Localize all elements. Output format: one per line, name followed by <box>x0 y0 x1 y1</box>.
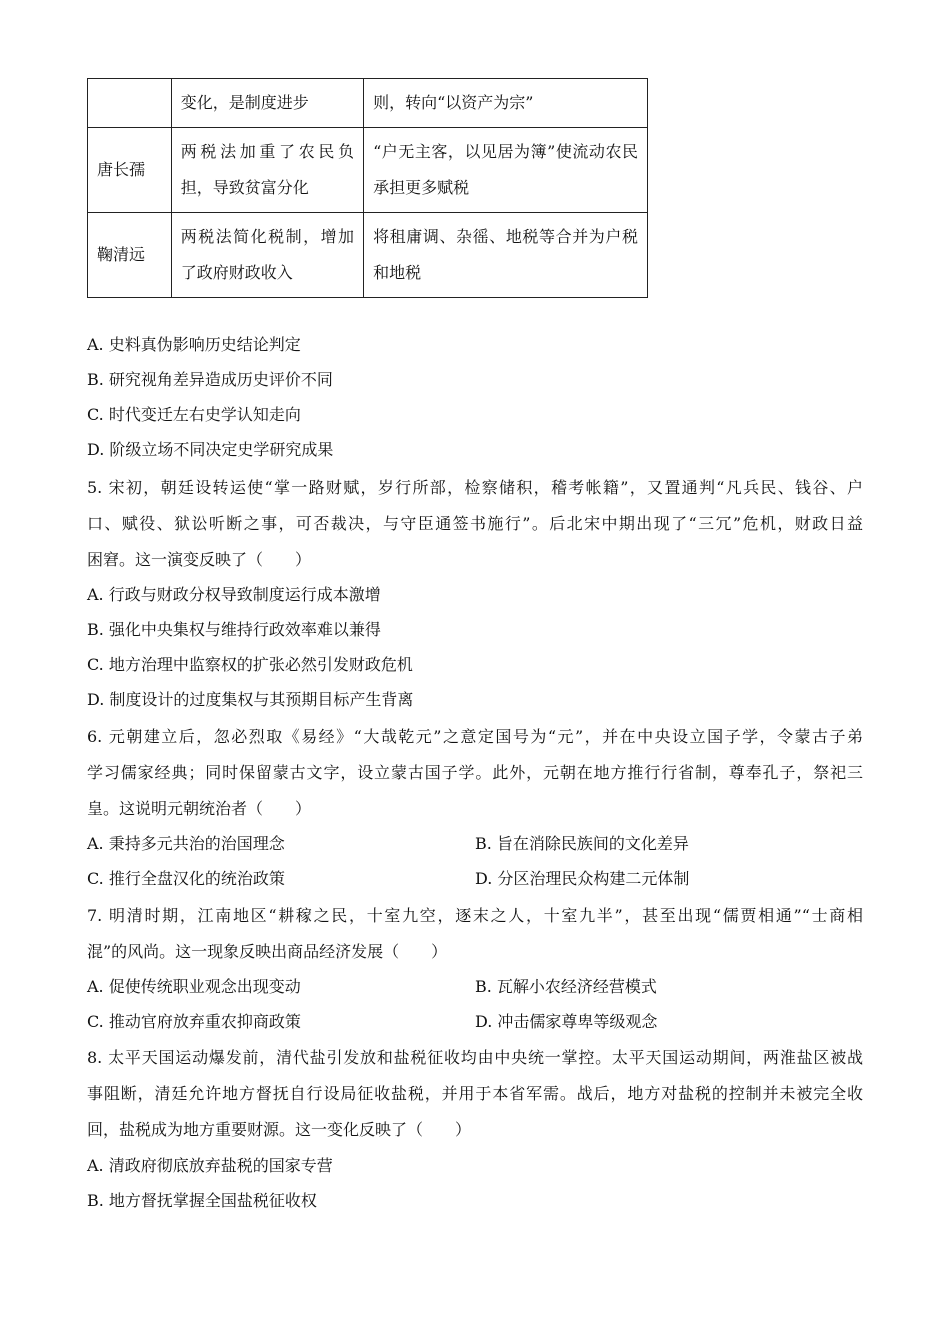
table-row <box>88 128 648 213</box>
q7-stem-line: 混”的风尚。这一现象反映出商品经济发展（ ） <box>87 942 448 961</box>
q5-option-c: C. 地方治理中监察权的扩张必然引发财政危机 <box>87 655 413 674</box>
q8-stem-line: 事阻断，清廷允许地方督抚自行设局征收盐税，并用于本省军需。战后，地方对盐税的控制并未被完全收 <box>87 1084 863 1103</box>
q6-option-c: C. 推行全盘汉化的统治政策 <box>87 869 285 888</box>
q4-option-d: D. 阶级立场不同决定史学研究成果 <box>87 440 334 459</box>
table-cell-evidence: “户无主客，以见居为簿”使流动农民承担更多赋税 <box>364 128 648 213</box>
table-cell-scholar: 鞠清远 <box>88 213 172 298</box>
q6-option-b: B. 旨在消除民族间的文化差异 <box>475 834 689 853</box>
q4-option-a: A. 史料真伪影响历史结论判定 <box>87 335 301 354</box>
q5-option-d: D. 制度设计的过度集权与其预期目标产生背离 <box>87 690 414 709</box>
q8-option-a: A. 清政府彻底放弃盐税的国家专营 <box>87 1156 333 1175</box>
q5-option-a: A. 行政与财政分权导致制度运行成本激增 <box>87 585 381 604</box>
q5-stem-line: 口、赋役、狱讼听断之事，可否裁决，与守臣通签书施行”。后北宋中期出现了“三冗”危机，财政日益 <box>87 514 863 533</box>
q6-stem-line: 学习儒家经典；同时保留蒙古文字，设立蒙古国子学。此外，元朝在地方推行行省制，尊奉孔子，祭祀三 <box>87 763 863 782</box>
q6-option-d: D. 分区治理民众构建二元体制 <box>475 869 690 888</box>
table-row <box>88 213 648 298</box>
q7-option-a: A. 促使传统职业观念出现变动 <box>87 977 301 996</box>
table-cell-evidence: 将租庸调、杂徭、地税等合并为户税和地税 <box>364 213 648 298</box>
q4-option-b: B. 研究视角差异造成历史评价不同 <box>87 370 333 389</box>
q4-option-c: C. 时代变迁左右史学认知走向 <box>87 405 301 424</box>
table-cell-view: 两税法简化税制，增加了政府财政收入 <box>171 213 363 298</box>
q7-option-d: D. 冲击儒家尊卑等级观念 <box>475 1012 658 1031</box>
table-row <box>88 79 648 128</box>
table-cell-scholar: 唐长孺 <box>88 128 172 213</box>
q5-option-b: B. 强化中央集权与维持行政效率难以兼得 <box>87 620 381 639</box>
q6-stem-line: 皇。这说明元朝统治者（ ） <box>87 799 312 818</box>
table-cell-view: 变化，是制度进步 <box>171 79 363 128</box>
q5-stem-line: 困窘。这一演变反映了（ ） <box>87 550 312 569</box>
q8-stem-line: 回，盐税成为地方重要财源。这一变化反映了（ ） <box>87 1120 472 1139</box>
q7-option-b: B. 瓦解小农经济经营模式 <box>475 977 657 996</box>
table-cell-scholar <box>88 79 172 128</box>
q8-stem-line: 8. 太平天国运动爆发前，清代盐引发放和盐税征收均由中央统一掌控。太平天国运动期间，两淮盐区被战 <box>87 1048 863 1067</box>
q8-option-b: B. 地方督抚掌握全国盐税征收权 <box>87 1191 317 1210</box>
q6-option-a: A. 秉持多元共治的治国理念 <box>87 834 285 853</box>
q7-option-c: C. 推动官府放弃重农抑商政策 <box>87 1012 301 1031</box>
q7-stem-line: 7. 明清时期，江南地区“耕稼之民，十室九空，逐末之人，十室九半”，甚至出现“儒贾相通”“士商相 <box>87 906 863 925</box>
q6-stem-line: 6. 元朝建立后，忽必烈取《易经》“大哉乾元”之意定国号为“元”，并在中央设立国子学，令蒙古子弟 <box>87 727 863 746</box>
table-cell-view: 两税法加重了农民负担，导致贫富分化 <box>171 128 363 213</box>
comparison-table <box>87 78 648 298</box>
q5-stem-line: 5. 宋初，朝廷设转运使“掌一路财赋，岁行所部，检察储积，稽考帐籍”，又置通判“凡兵民、钱谷、户 <box>87 478 863 497</box>
table-cell-evidence: 则，转向“以资产为宗” <box>364 79 648 128</box>
